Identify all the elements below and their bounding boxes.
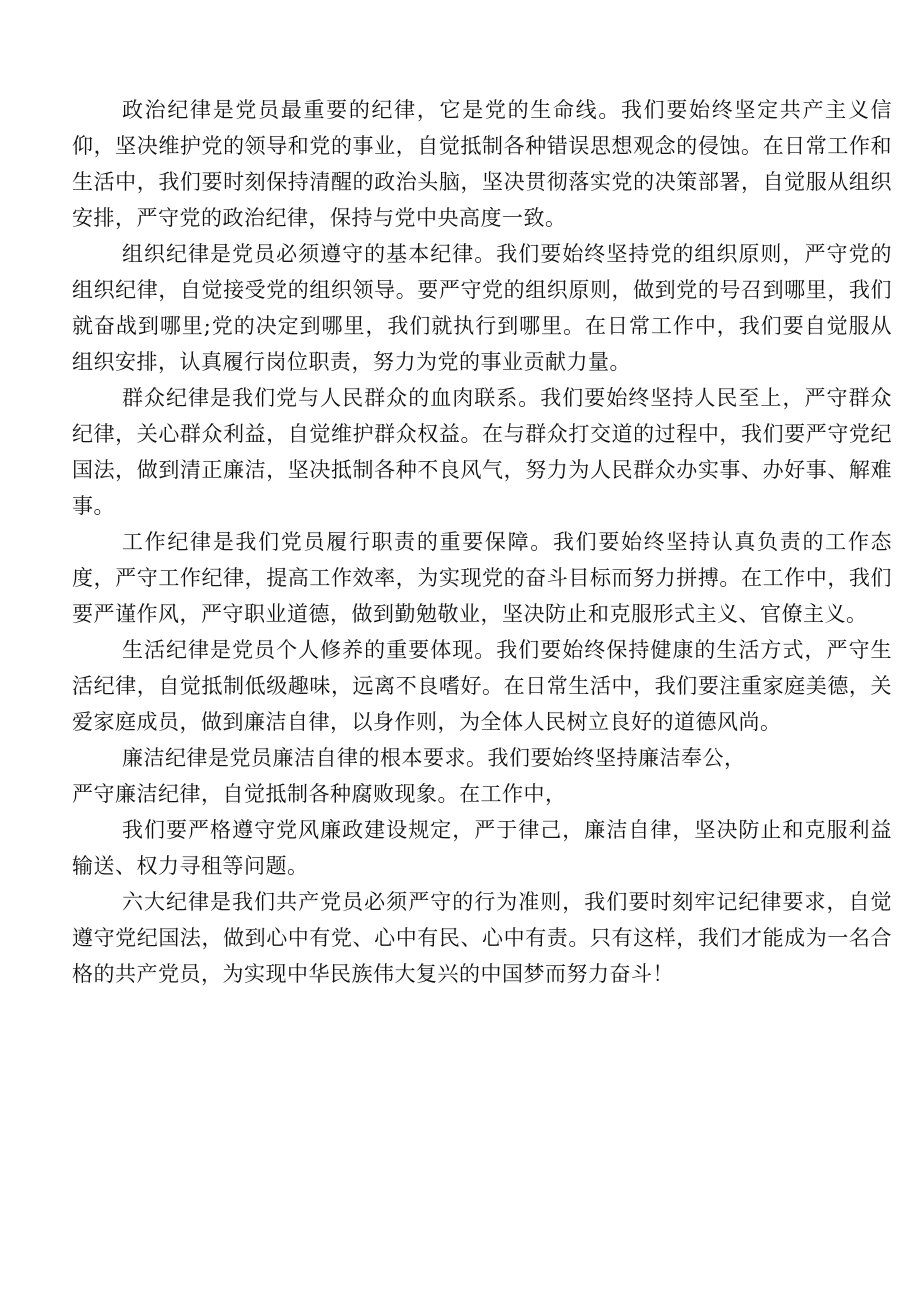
paragraph-integrity-discipline-line3: 我们要严格遵守党风廉政建设规定，严于律己，廉洁自律，坚决防止和克服利益输送、权力寻租等问题。 (72, 818, 892, 878)
paragraph-mass-discipline: 群众纪律是我们党与人民群众的血肉联系。我们要始终坚持人民至上，严守群众纪律，关心群众利益，自觉维护群众权益。在与群众打交道的过程中，我们要严守党纪国法，做到清正廉洁，坚决抵制各种不良风气，努力为人民群众办实事、办好事、解难事。 (72, 386, 892, 518)
paragraph-six-disciplines-conclusion: 六大纪律是我们共产党员必须严守的行为准则，我们要时刻牢记纪律要求，自觉遵守党纪国法，做到心中有党、心中有民、心中有责。只有这样，我们才能成为一名合格的共产党员，为实现中华民族伟大复兴的中国梦而努力奋斗！ (72, 890, 892, 986)
paragraph-life-discipline: 生活纪律是党员个人修养的重要体现。我们要始终保持健康的生活方式，严守生活纪律，自觉抵制低级趣味，远离不良嗜好。在日常生活中，我们要注重家庭美德，关爱家庭成员，做到廉洁自律，以身作则，为全体人民树立良好的道德风尚。 (72, 638, 892, 734)
paragraph-political-discipline: 政治纪律是党员最重要的纪律，它是党的生命线。我们要始终坚定共产主义信仰，坚决维护党的领导和党的事业，自觉抵制各种错误思想观念的侵蚀。在日常工作和生活中，我们要时刻保持清醒的政治头脑，坚决贯彻落实党的决策部署，自觉服从组织安排，严守党的政治纪律，保持与党中央高度一致。 (72, 98, 892, 230)
paragraph-integrity-discipline-line1: 廉洁纪律是党员廉洁自律的根本要求。我们要始终坚持廉洁奉公， (122, 746, 746, 770)
paragraph-organizational-discipline: 组织纪律是党员必须遵守的基本纪律。我们要始终坚持党的组织原则，严守党的组织纪律，自觉接受党的组织领导。要严守党的组织原则，做到党的号召到哪里，我们就奋战到哪里;党的决定到哪里，我们就执行到哪里。在日常工作中，我们要自觉服从组织安排，认真履行岗位职责，努力为党的事业贡献力量。 (72, 242, 892, 374)
paragraph-integrity-discipline-line2: 严守廉洁纪律，自觉抵制各种腐败现象。在工作中， (72, 782, 567, 806)
document-body (72, 92, 892, 992)
paragraph-work-discipline: 工作纪律是我们党员履行职责的重要保障。我们要始终坚持认真负责的工作态度，严守工作纪律，提高工作效率，为实现党的奋斗目标而努力拼搏。在工作中，我们要严谨作风，严守职业道德，做到勤勉敬业，坚决防止和克服形式主义、官僚主义。 (72, 530, 892, 626)
